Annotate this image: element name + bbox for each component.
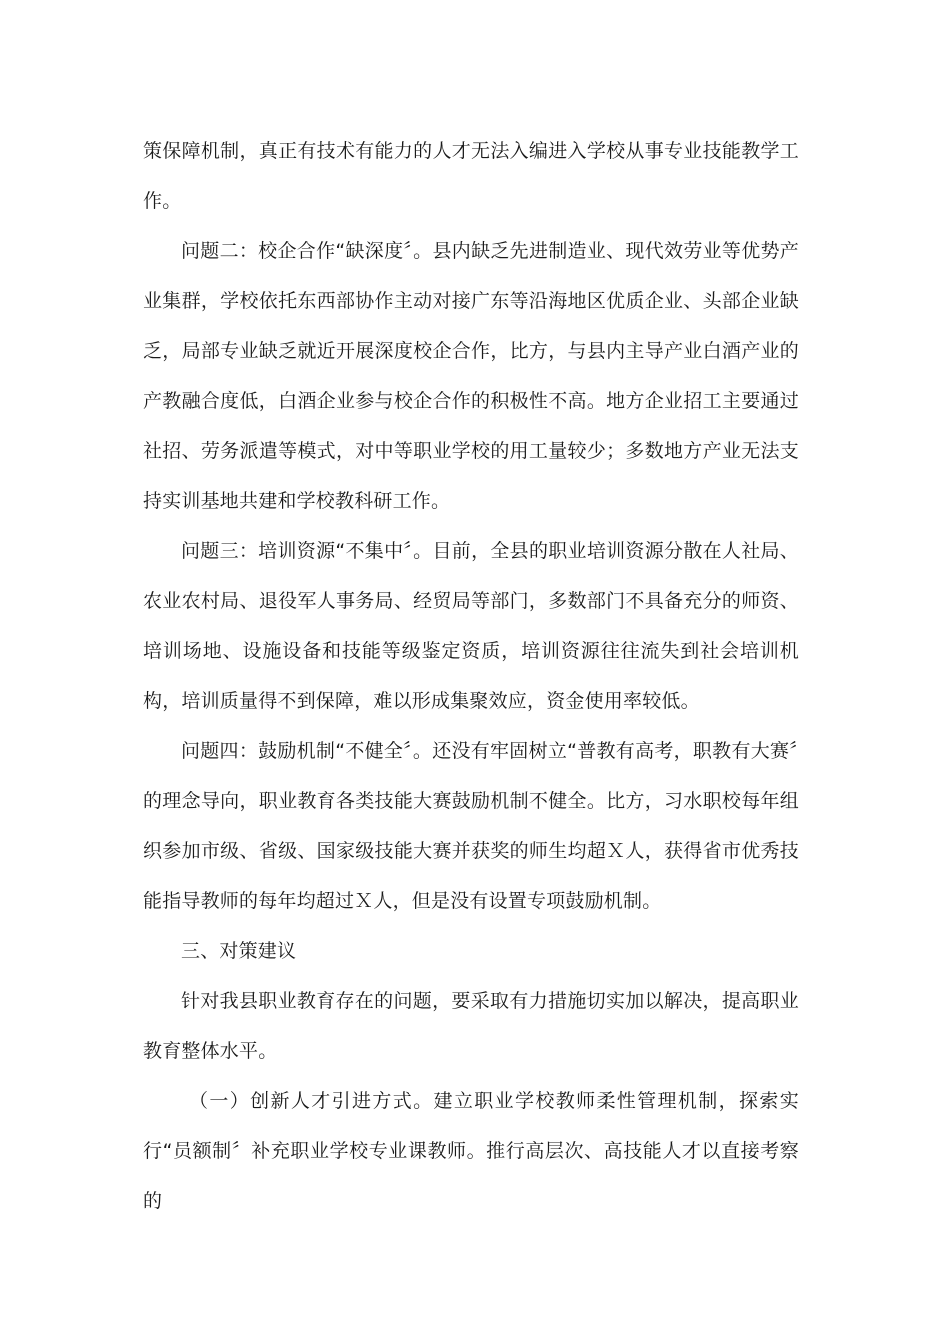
paragraph-countermeasures-intro: 针对我县职业教育存在的问题，要采取有力措施切实加以解决，提高职业教育整体水平。: [143, 990, 799, 1062]
document-body: [143, 126, 799, 1226]
paragraph-problem-three: 问题三：培训资源“不集中〞。目前，全县的职业培训资源分散在人社局、农业农村局、退役军人事务局、经贸局等部门，多数部门不具备充分的师资、培训场地、设施设备和技能等级鉴定资质，培训资源往往流失到社会培训机构，培训质量得不到保障，难以形成集聚效应，资金使用率较低。: [143, 540, 799, 712]
paragraph-talent-recruitment: （一）创新人才引进方式。建立职业学校教师柔性管理机制，探索实行“员额制〞补充职业学校专业课教师。推行高层次、高技能人才以直接考察的: [143, 1090, 799, 1212]
paragraph-problem-two: 问题二：校企合作“缺深度〞。县内缺乏先进制造业、现代效劳业等优势产业集群，学校依托东西部协作主动对接广东等沿海地区优质企业、头部企业缺乏，局部专业缺乏就近开展深度校企合作，比方，与县内主导产业白酒产业的产教融合度低，白酒企业参与校企合作的积极性不高。地方企业招工主要通过社招、劳务派遣等模式，对中等职业学校的用工量较少；多数地方产业无法支持实训基地共建和学校教科研工作。: [143, 240, 799, 512]
section-heading-countermeasures: 三、对策建议: [181, 940, 297, 962]
paragraph-problem-four: 问题四：鼓励机制“不健全〞。还没有牢固树立“普教有高考，职教有大赛〞的理念导向，职业教育各类技能大赛鼓励机制不健全。比方，习水职校每年组织参加市级、省级、国家级技能大赛并获奖的师生均超Ｘ人，获得省市优秀技能指导教师的每年均超过Ｘ人，但是没有设置专项鼓励机制。: [143, 740, 799, 912]
paragraph-continuation: 策保障机制，真正有技术有能力的人才无法入编进入学校从事专业技能教学工作。: [143, 140, 799, 212]
